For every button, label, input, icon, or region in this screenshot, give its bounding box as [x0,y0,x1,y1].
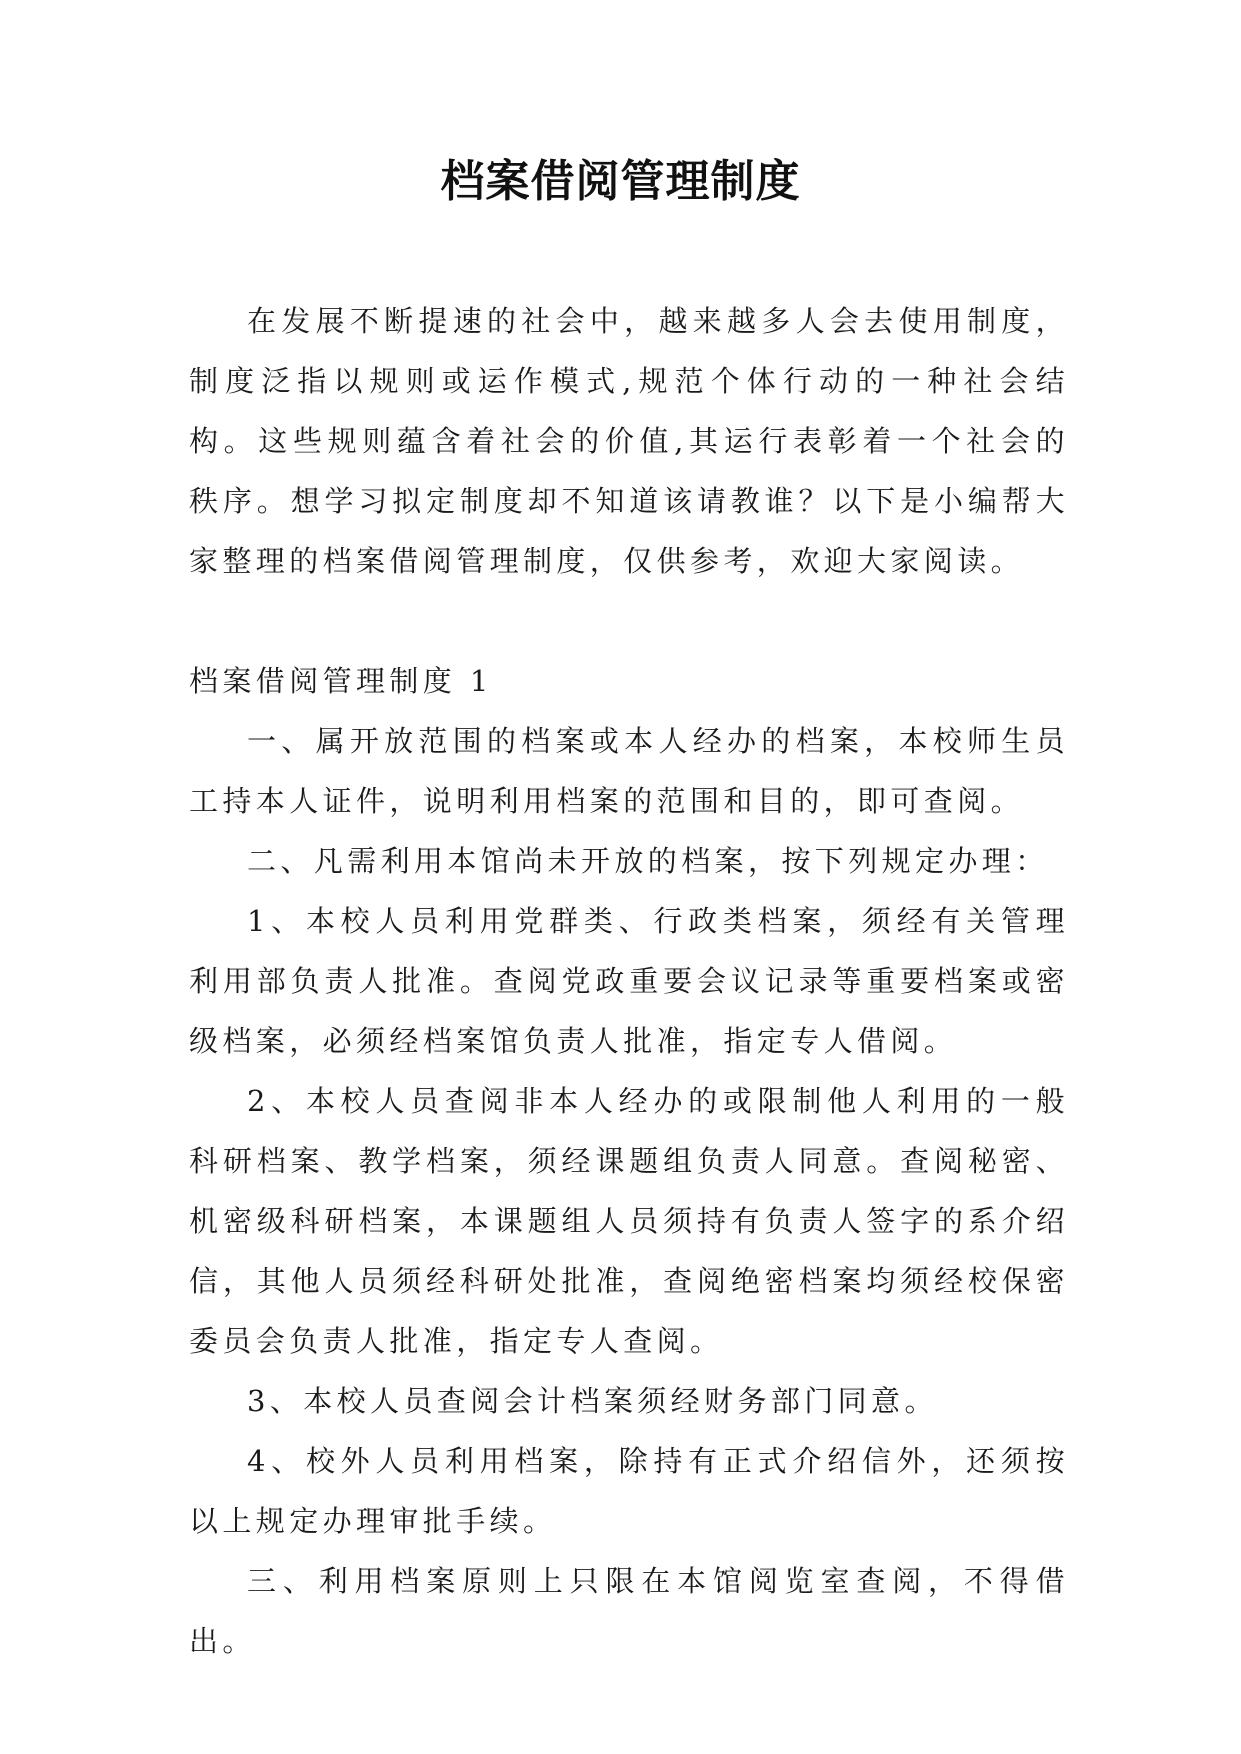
paragraph-7: 三、利用档案原则上只限在本馆阅览室查阅，不得借出。 [189,1564,1069,1658]
paragraph-2: 二、凡需利用本馆尚未开放的档案，按下列规定办理： [247,844,1049,878]
paragraph-3: 1、本校人员利用党群类、行政类档案，须经有关管理利用部负责人批准。查阅党政重要会议记录等重要档案或密级档案，必须经档案馆负责人批准，指定专人借阅。 [189,904,1069,1058]
document-body [189,291,1069,1671]
document-title: 档案借阅管理制度 [440,156,801,207]
intro-paragraph: 在发展不断提速的社会中，越来越多人会去使用制度，制度泛指以规则或运作模式,规范个体行动的一种社会结构。这些规则蕴含着社会的价值,其运行表彰着一个社会的秩序。想学习拟定制度却不知道该请教谁？以下是小编帮大家整理的档案借阅管理制度，仅供参考，欢迎大家阅读。 [189,304,1069,578]
paragraph-4: 2、本校人员查阅非本人经办的或限制他人利用的一般科研档案、教学档案，须经课题组负责人同意。查阅秘密、机密级科研档案，本课题组人员须持有负责人签字的系介绍信，其他人员须经科研处批准，查阅绝密档案均须经校保密委员会负责人批准，指定专人查阅。 [189,1084,1069,1358]
paragraph-1: 一、属开放范围的档案或本人经办的档案，本校师生员工持本人证件，说明利用档案的范围和目的，即可查阅。 [189,724,1069,818]
paragraph-6: 4、校外人员利用档案，除持有正式介绍信外，还须按以上规定办理审批手续。 [189,1444,1069,1538]
section-heading: 档案借阅管理制度 1 [189,664,493,698]
paragraph-5: 3、本校人员查阅会计档案须经财务部门同意。 [247,1384,938,1418]
